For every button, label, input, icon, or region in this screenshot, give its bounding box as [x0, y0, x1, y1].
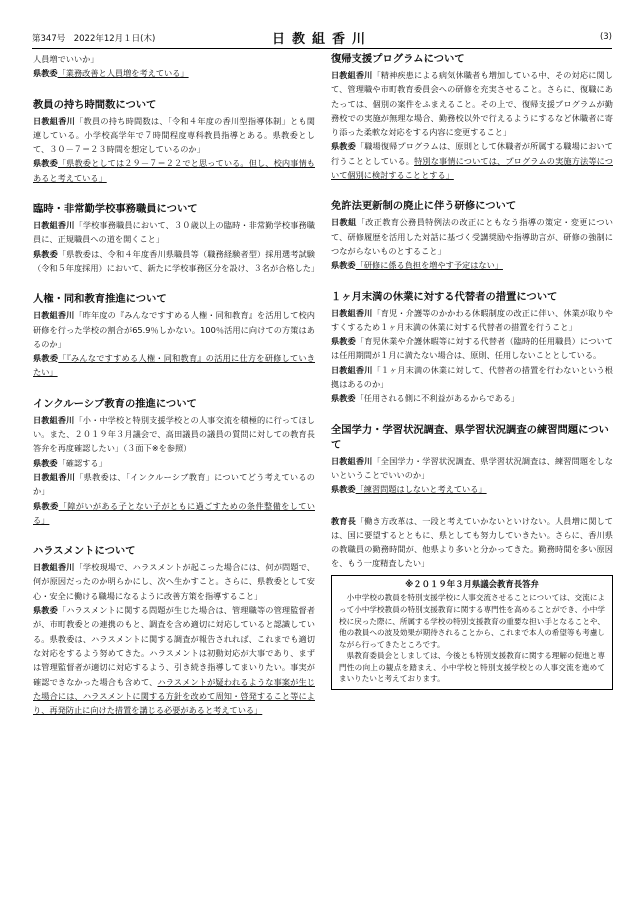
section-heading: インクルーシブ教育の推進について: [33, 397, 197, 410]
right-column: [331, 52, 613, 690]
qa-section: [33, 292, 315, 379]
speaker-label: 日教組香川: [331, 455, 373, 466]
statement-text: 「研修に係る負担を増やす予定はない」: [355, 260, 503, 271]
statement-text: 「小・中学校と特別支援学校との人事交流を積極的に行ってほしい。また、２０１９年３月議会で、高田議員の議員の質問に対しての教育長答弁を再度確認したい」（３面下※を参照）: [33, 414, 315, 454]
box-paragraph: 県教育委員会としましては、今後とも特別支援教育に関する理解の促進と専門性の向上の観点を踏まえ、小中学校と特別支援学校との人事交流を進めてまいりたいと考えております。: [339, 651, 605, 684]
speaker-label: 日教組香川: [33, 220, 75, 231]
section-heading: 復帰支援プログラムについて: [331, 53, 465, 65]
section-gap: [33, 527, 315, 544]
speaker-label: 県教委: [331, 336, 356, 347]
statement-text: 「１ヶ月末満の休業に対して、代替者の措置を行わないという根拠はあるのか」: [331, 364, 613, 390]
qa-paragraph: [33, 308, 315, 351]
qa-paragraph: [331, 215, 613, 258]
qa-section: [33, 202, 320, 275]
speaker-label: 県教委: [33, 605, 58, 616]
section-heading: 臨時・非常勤学校事務職員について: [33, 203, 198, 216]
page-number: (3): [599, 32, 612, 42]
qa-paragraph: [33, 156, 315, 185]
qa-paragraph: [331, 514, 613, 571]
statement-text: 「全国学力・学習状況調査、県学習状況調査は、練習問題をしないということでいいのか」: [331, 455, 613, 480]
statement-text: 特別な事情については、プログラムの実施方法等について個別に検討することとする」: [331, 155, 613, 181]
statement-text: 「昨年度の『みんなですすめる人権・同和教育』を活用して校内研修を行った学校の割合が65.9％しかない。100％活用に向けての方策はあるのか」: [33, 310, 315, 349]
section-heading: １ヶ月末満の休業に対する代替者の措置について: [331, 290, 558, 303]
qa-paragraph: [33, 499, 315, 528]
section-heading: 全国学力・学習状況調査、県学習状況調査の練習問題について: [331, 423, 609, 451]
statement-text: 「学校事務職員において、３０歳以上の臨時・非常勤学校事務職員に、正規職員への道を開くこと」: [33, 220, 315, 245]
section-heading: 教員の持ち時間数について: [33, 98, 157, 111]
statement-text: 「学校現場で、ハラスメントが起こった場合には、何が問題で、何が原因だったのか明らかにし、次へ生かすこと。さらに、県教委として安心・安全に働ける職場になるように改善方策を指導すること」: [33, 562, 315, 601]
statement-text: 「障がいがある子とない子がともに過ごすための条件整備をしている」: [33, 500, 315, 525]
qa-paragraph: [331, 306, 613, 335]
qa-section: [33, 544, 315, 717]
left-column: [33, 52, 320, 717]
statement-text: 「『みんなですすめる人権・同和教育』の活用に仕方を研修していきたい」: [33, 353, 315, 378]
assembly-answer-box: [331, 575, 613, 690]
qa-paragraph: [33, 470, 315, 499]
statement-text: 「練習問題はしないと考えている」: [355, 484, 487, 495]
qa-paragraph: [33, 560, 315, 603]
statement-text: 「県教委は、「インクルーシブ教育」についてどう考えているのか」: [33, 471, 315, 497]
qa-paragraph: [331, 482, 613, 496]
section-heading: ハラスメントについて: [33, 545, 136, 558]
qa-paragraph: [33, 413, 315, 456]
qa-paragraph: [331, 454, 613, 483]
speaker-label: 日教組香川: [33, 414, 75, 425]
qa-section: [33, 397, 315, 527]
speaker-label: 県教委: [331, 393, 356, 404]
statement-text: 「職場復帰プログラムは、原則として休職者が所属する職場において行うこととしている。: [331, 141, 613, 166]
section-heading: 人権・同和教育推進について: [33, 293, 167, 306]
qa-section: [33, 52, 315, 81]
qa-section: [331, 52, 613, 182]
section-gap: [33, 380, 315, 397]
speaker-label: 教育長: [331, 515, 356, 526]
issue-date: 第347号 2022年12月１日(木): [32, 34, 156, 44]
speaker-label: 日教組香川: [33, 471, 76, 482]
qa-section: [331, 290, 613, 406]
speaker-label: 県教委: [33, 457, 58, 468]
speaker-label: 日教組香川: [33, 310, 75, 321]
section-gap: [331, 406, 613, 423]
speaker-label: 日教組香川: [331, 307, 373, 318]
section-gap: [33, 275, 315, 292]
qa-paragraph: [33, 218, 315, 247]
qa-paragraph: [33, 66, 315, 80]
statement-text: 「精神疾患による病気休職者も増加している中、その対応に関して、管理職や市町教育委員会への研修を充実させること。さらに、復職にあたっては、個別の案件をふまえること。その上で、復帰支援プログラムが勤務校での実施が無理な場合、勤務校以外で行えるようにするなど休職者に寄り添った柔軟な対応をする内容に変更すること」: [331, 70, 613, 138]
speaker-label: 日教組香川: [33, 562, 75, 573]
qa-section: [331, 423, 613, 497]
qa-section: [331, 514, 613, 571]
speaker-label: 日教組: [331, 217, 357, 228]
statement-text: 「任用される側に不利益があるからである」: [355, 393, 520, 404]
statement-text: 「育児休業や介護休暇等に対する代替者（臨時的任用職員）については任用期間が１月に満たない場合は、原則、任用しないこととしている。: [331, 336, 613, 361]
statement-text: 人員増でいいか」: [33, 54, 99, 64]
speaker-label: 県教委: [33, 68, 58, 79]
newsletter-title: 日教組香川: [271, 32, 372, 47]
speaker-label: 日教組香川: [33, 115, 76, 126]
speaker-label: 県教委: [33, 353, 59, 364]
speaker-label: 日教組香川: [331, 364, 373, 375]
section-heading: 免許法更新制の廃止に伴う研修について: [331, 200, 517, 213]
speaker-label: 県教委: [331, 141, 356, 152]
statement-text: 「育児・介護等のかかわる休暇制度の改正に伴い、休業が取りやすくするため１ヶ月末満の休業に対する代替者の措置を行うこと」: [331, 307, 613, 332]
statement-text: 「確認する」: [57, 457, 107, 468]
speaker-label: 県教委: [331, 260, 356, 271]
qa-paragraph: [33, 247, 320, 276]
qa-paragraph: [33, 52, 315, 66]
qa-paragraph: [33, 603, 315, 717]
section-gap: [331, 182, 613, 199]
section-gap: [33, 185, 315, 202]
statement-text: 「教員の持ち時間数は、「令和４年度の香川型指導体制」とも関連している。小学校高学年で７時間程度専科教員指導とある。県教委として、３０－７＝２３時間を想定しているのか」: [33, 115, 315, 155]
qa-section: [33, 98, 315, 185]
statement-text: ハラスメントが疑われるような事案が生じた場合には、ハラスメントに関する方針を改めて周知・啓発すること等により、再発防止に向けた措置を講じる必要があると考えている」: [33, 676, 315, 716]
statement-text: 「働き方改革は、一段と考えていかないといけない。人員増に関しては、国に要望するとともに、県としても努力していきたい。さらに、香川県の教職員の勤務時間が、他県より多いと分かってきた。勤務時間を多い原因を、もう一度精査したい」: [331, 515, 613, 569]
speaker-label: 県教委: [33, 500, 59, 511]
speaker-label: 県教委: [33, 158, 58, 169]
qa-paragraph: [331, 139, 613, 182]
section-gap: [33, 81, 315, 98]
qa-paragraph: [331, 258, 613, 272]
qa-paragraph: [331, 391, 613, 405]
box-paragraph: 小中学校の教員を特別支援学校に人事交流させることについては、交流によって小中学校教員の特別支援教育に関する専門性を高めることができ、小中学校に戻った際に、所属する学校の特別支援教育の重要な担い手となることや、他の教員への波及効果が期待されることから、これまで本人の希望等も考慮しながら行ってきたところです。: [339, 593, 605, 649]
qa-paragraph: [33, 351, 315, 380]
speaker-label: 県教委: [33, 248, 58, 259]
statement-text: 「県教委としては２９－７＝２２でと思っている。但し、校内事情もあると考えている」: [33, 158, 315, 183]
qa-paragraph: [331, 68, 613, 139]
statement-text: 「業務改善と人員増を考えている」: [57, 68, 189, 79]
section-gap: [331, 497, 613, 514]
speaker-label: 県教委: [331, 484, 356, 495]
page-header: [32, 28, 612, 49]
qa-paragraph: [33, 456, 315, 470]
qa-paragraph: [33, 114, 315, 157]
qa-paragraph: [331, 363, 613, 392]
qa-paragraph: [331, 334, 613, 363]
speaker-label: 日教組香川: [331, 70, 373, 80]
box-title: ※２０１９年３月県議会教育長答弁: [405, 578, 539, 589]
section-gap: [331, 273, 613, 290]
qa-section: [331, 199, 613, 272]
statement-text: 「改正教育公務員特例法の改正にともなう指導の策定・変更について、研修履歴を活用した対話に基づく受講奨励や指導助言が、研修の強制につながらないものとすること」: [331, 217, 613, 256]
statement-text: 「県教委は、令和４年度香川県職員等（職務経験者型）採用選考試験（令和５年度採用）において、新たに学校事務区分を設け、３名が合格した」: [33, 248, 320, 273]
statement-text: 「ハラスメントに関する問題が生じた場合は、管理職等の管理監督者が、市町教委との連携のもと、調査を含め適切に対応していると認識している。県教委は、ハラスメントに関する調査が報告されれば、これまでも適切な対応をするよう努めてきた。ハラスメントは初動対応が大事であり、まずは管理監督者が適切に対応するよう、引き続き指導してまいりたい。事実が確認できなかった場合も含めて、: [33, 605, 315, 687]
